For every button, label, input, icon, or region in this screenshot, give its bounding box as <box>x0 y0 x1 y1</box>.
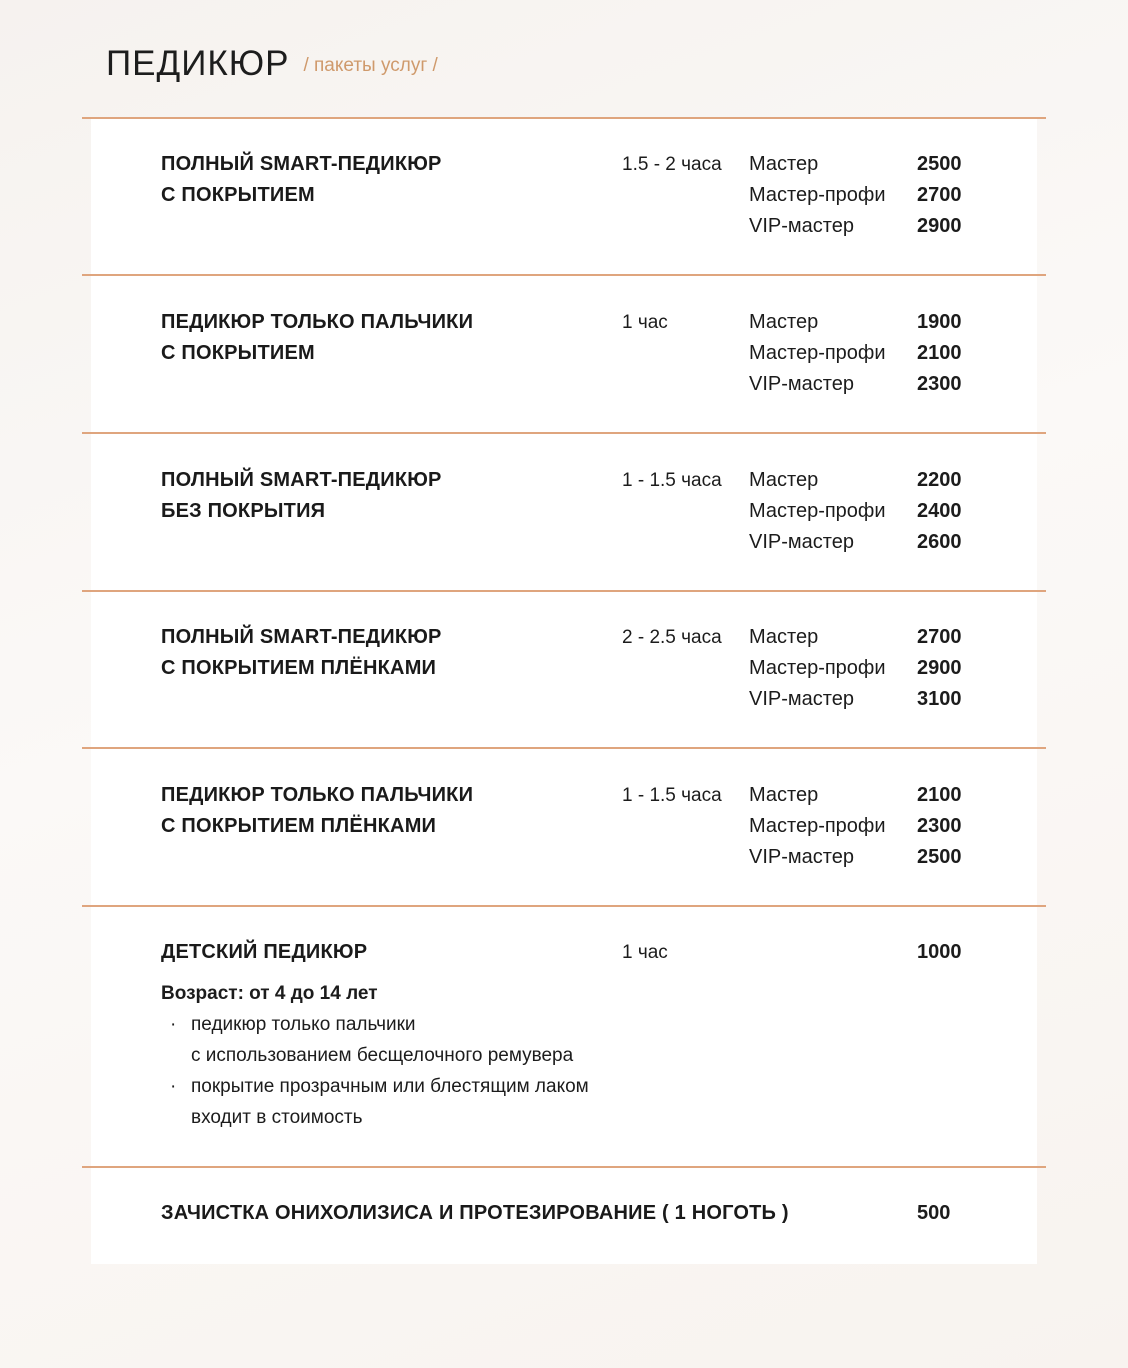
service-name: ПЕДИКЮР ТОЛЬКО ПАЛЬЧИКИ С ПОКРЫТИЕМ <box>161 311 474 364</box>
service-prices: 2500 2700 2900 <box>917 153 962 237</box>
master-levels: Мастер Мастер-профи VIP-мастер <box>749 311 886 395</box>
service-name: ПОЛНЫЙ SMART-ПЕДИКЮР С ПОКРЫТИЕМ <box>161 153 442 206</box>
service-prices: 1900 2100 2300 <box>917 311 962 395</box>
service-prices: 2700 2900 3100 <box>917 626 962 710</box>
service-price: 500 <box>917 1202 951 1224</box>
page-title: ПЕДИКЮР <box>106 44 290 83</box>
service-name: ПЕДИКЮР ТОЛЬКО ПАЛЬЧИКИ С ПОКРЫТИЕМ ПЛЁНКАМИ <box>161 784 474 837</box>
service-duration: 1 час <box>622 312 668 333</box>
bullet-icon: · <box>170 1076 177 1097</box>
divider <box>82 1166 1046 1168</box>
service-prices: 2100 2300 2500 <box>917 784 962 868</box>
note-item: · покрытие прозрачным или блестящим лаком входит в стоимость <box>170 1071 589 1133</box>
service-duration: 1.5 - 2 часа <box>622 154 722 175</box>
service-duration: 1 - 1.5 часа <box>622 470 722 491</box>
divider <box>82 117 1046 119</box>
note-item: · педикюр только пальчики с использованием бесщелочного ремувера <box>170 1009 589 1071</box>
service-duration: 2 - 2.5 часа <box>622 627 722 648</box>
age-range: Возраст: от 4 до 14 лет <box>161 983 378 1004</box>
master-levels: Мастер Мастер-профи VIP-мастер <box>749 153 886 237</box>
service-price: 1000 <box>917 941 962 963</box>
kids-notes <box>170 1009 589 1133</box>
service-name: ПОЛНЫЙ SMART-ПЕДИКЮР С ПОКРЫТИЕМ ПЛЁНКАМИ <box>161 626 442 679</box>
master-levels: Мастер Мастер-профи VIP-мастер <box>749 626 886 710</box>
page-subtitle: / пакеты услуг / <box>303 55 438 76</box>
bullet-icon: · <box>170 1014 177 1035</box>
service-name: ЗАЧИСТКА ОНИХОЛИЗИСА И ПРОТЕЗИРОВАНИЕ ( 1 НОГОТЬ ) <box>161 1202 789 1224</box>
divider <box>82 274 1046 276</box>
service-name: ДЕТСКИЙ ПЕДИКЮР <box>161 941 368 963</box>
service-duration: 1 час <box>622 942 668 963</box>
divider <box>82 905 1046 907</box>
service-name: ПОЛНЫЙ SMART-ПЕДИКЮР БЕЗ ПОКРЫТИЯ <box>161 469 442 522</box>
master-levels: Мастер Мастер-профи VIP-мастер <box>749 784 886 868</box>
divider <box>82 590 1046 592</box>
master-levels: Мастер Мастер-профи VIP-мастер <box>749 469 886 553</box>
divider <box>82 747 1046 749</box>
divider <box>82 432 1046 434</box>
page-header <box>106 44 438 84</box>
service-prices: 2200 2400 2600 <box>917 469 962 553</box>
service-duration: 1 - 1.5 часа <box>622 785 722 806</box>
